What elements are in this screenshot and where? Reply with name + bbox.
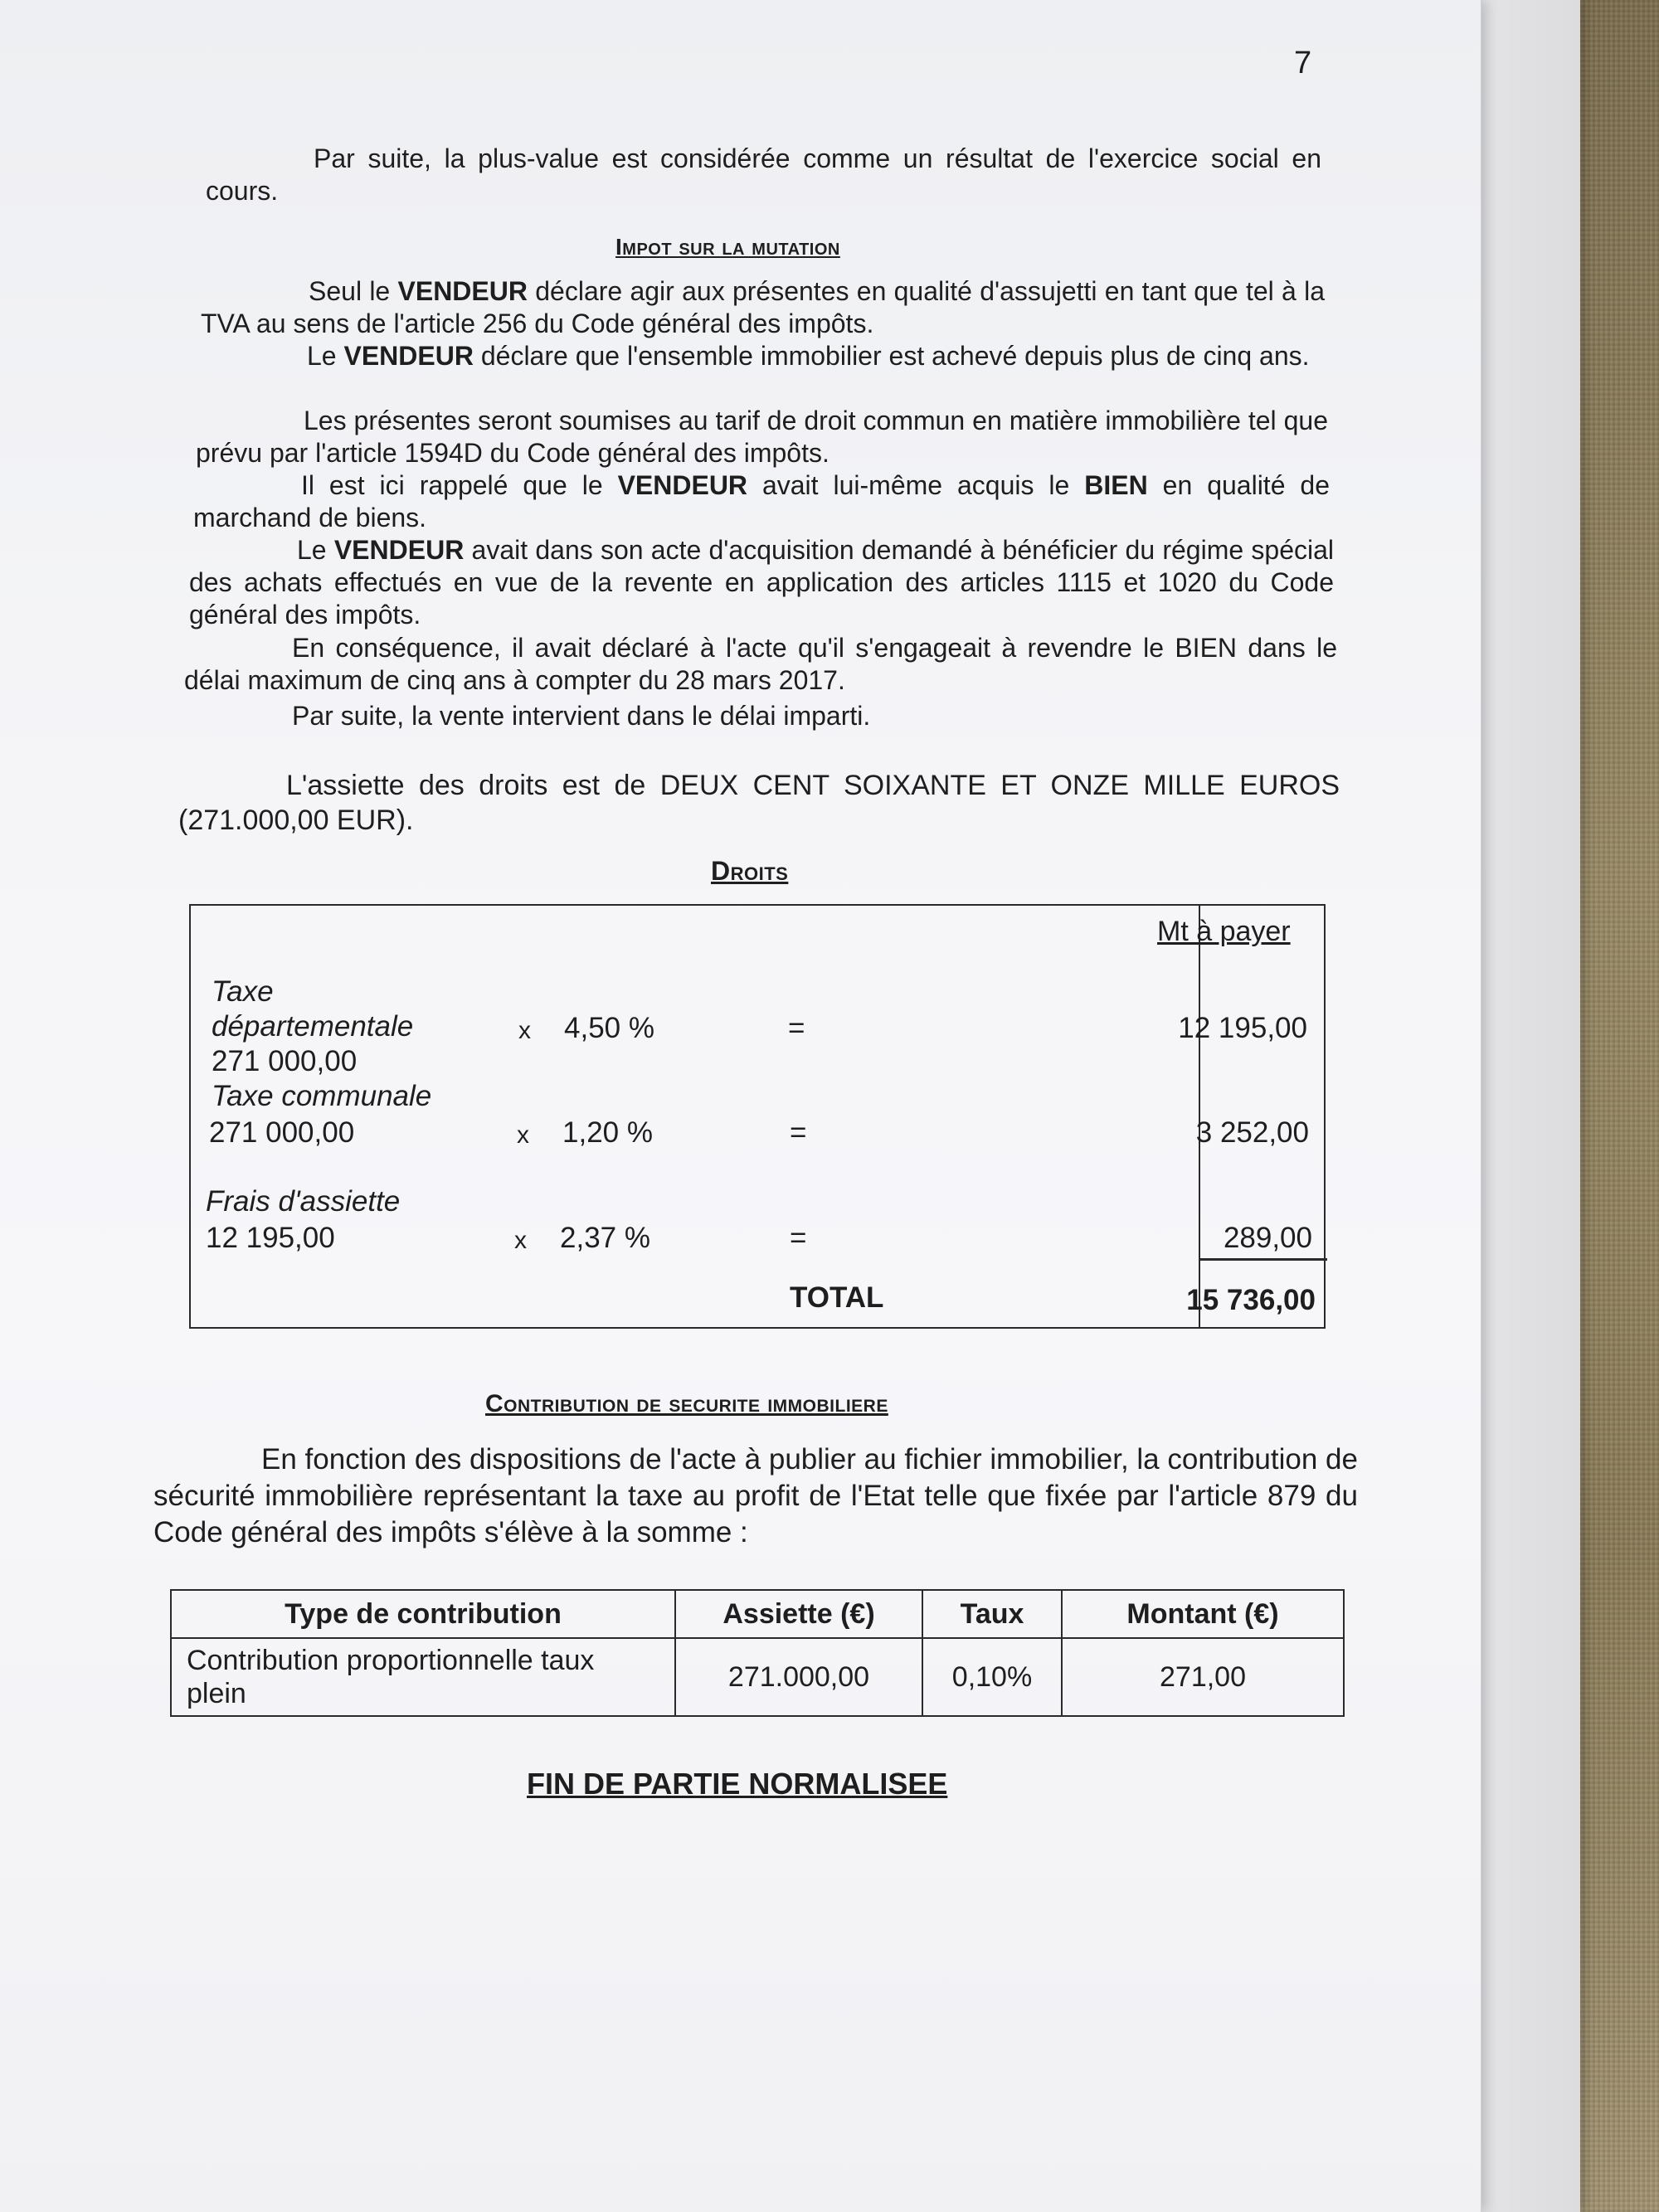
text-run: avait lui-même acquis le — [747, 470, 1085, 500]
row2-label: Taxe communale — [212, 1080, 432, 1112]
intro-paragraph — [206, 143, 1321, 207]
text-run: Le — [307, 341, 344, 371]
text-run: En conséquence, il avait déclaré à l'acte qu'il s'engageait à revendre le BIEN dans le délai maximum de cinq ans à compter du 28 mars 2017. — [184, 633, 1337, 695]
row3-amount: 289,00 — [1223, 1222, 1312, 1254]
cell-type: Contribution proportionnelle taux plein — [171, 1638, 675, 1716]
end-of-section-title: FIN DE PARTIE NORMALISEE — [527, 1767, 948, 1801]
row1-base: 271 000,00 — [212, 1045, 358, 1077]
row2-equals: = — [790, 1116, 807, 1149]
header-type: Type de contribution — [171, 1590, 675, 1638]
page-number: 7 — [1294, 46, 1312, 80]
total-separator — [1199, 1258, 1327, 1261]
impot-paragraph-7 — [184, 700, 1337, 732]
row2-amount: 3 252,00 — [1195, 1116, 1309, 1149]
amount-header: Mt à payer — [1157, 916, 1291, 947]
row2-operator: x — [517, 1121, 529, 1149]
row1-rate: 4,50 % — [564, 1012, 654, 1044]
impot-paragraph-3 — [196, 405, 1328, 469]
csi-paragraph — [153, 1441, 1358, 1551]
vendeur-term: VENDEUR — [397, 276, 528, 306]
text-run: déclare que l'ensemble immobilier est achevé depuis plus de cinq ans. — [473, 341, 1310, 371]
intro-text: Par suite, la plus-value est considérée comme un résultat de l'exercice social en cours. — [206, 143, 1321, 206]
table-row — [171, 1638, 1344, 1716]
header-assiette: Assiette (€) — [675, 1590, 922, 1638]
row1-equals: = — [788, 1012, 805, 1044]
cell-montant: 271,00 — [1062, 1638, 1344, 1716]
text-run: Il est ici rappelé que le — [301, 470, 618, 500]
text-run: Seul le — [309, 276, 398, 306]
text-run: Par suite, la vente intervient dans le délai imparti. — [292, 701, 871, 731]
impot-heading: Impot sur la mutation — [615, 234, 840, 260]
droits-heading: Droits — [711, 856, 789, 886]
row2-base: 271 000,00 — [209, 1116, 355, 1149]
droits-table — [189, 904, 1326, 1329]
impot-paragraph-5 — [189, 534, 1334, 631]
vendeur-term: VENDEUR — [343, 341, 474, 371]
row2-rate: 1,20 % — [562, 1116, 653, 1149]
row3-rate: 2,37 % — [560, 1222, 650, 1254]
row3-equals: = — [790, 1222, 807, 1254]
table-header-row — [171, 1590, 1344, 1638]
impot-paragraph-1 — [201, 275, 1325, 340]
text-run: Les présentes seront soumises au tarif de droit commun en matière immobilière tel que prévu par l'article 1594D du Code général des impôts. — [196, 406, 1328, 468]
row3-operator: x — [514, 1227, 527, 1254]
cell-assiette: 271.000,00 — [675, 1638, 922, 1716]
text-run: Le — [297, 535, 334, 565]
text-run: en qualité de marchand de biens. — [193, 470, 1331, 532]
bien-term: BIEN — [1084, 470, 1148, 500]
header-taux: Taux — [922, 1590, 1062, 1638]
contribution-table — [170, 1589, 1345, 1717]
text-run: déclare agir aux présentes en qualité d'assujetti en tant que tel à la TVA au sens de l'article 256 du Code général des impôts. — [201, 276, 1326, 338]
impot-paragraph-4 — [193, 469, 1330, 534]
cell-taux: 0,10% — [922, 1638, 1062, 1716]
total-amount: 15 736,00 — [1186, 1284, 1316, 1316]
impot-paragraph-6 — [184, 632, 1337, 697]
row1-label-cont: départementale — [212, 1010, 414, 1043]
csi-heading: Contribution de securite immobiliere — [485, 1390, 888, 1417]
header-montant: Montant (€) — [1062, 1590, 1344, 1638]
row3-base: 12 195,00 — [206, 1222, 335, 1254]
vendeur-term: VENDEUR — [617, 470, 748, 500]
row3-label: Frais d'assiette — [206, 1185, 401, 1218]
row1-operator: x — [518, 1017, 531, 1044]
text-run: avait dans son acte d'acquisition demandé à bénéficier du régime spécial des achats effectués en vue de la revente en application des articles 1115 et 1020 du Code général des impôts. — [189, 535, 1335, 630]
vendeur-term: VENDEUR — [333, 535, 465, 565]
text-run: L'assiette des droits est de DEUX CENT SOIXANTE ET ONZE MILLE EUROS (271.000,00 EUR). — [178, 770, 1340, 836]
row1-label: Taxe — [212, 975, 274, 1008]
text-run: En fonction des dispositions de l'acte à publier au fichier immobilier, la contribution de sécurité immobilière représentant la taxe au profit de l'Etat telle que fixée par l'article 879 du Code général des impôts s'élève à la somme : — [153, 1443, 1358, 1548]
impot-paragraph-2 — [199, 340, 1326, 372]
total-label: TOTAL — [790, 1281, 884, 1314]
assiette-paragraph — [178, 768, 1340, 838]
row1-amount: 12 195,00 — [1178, 1012, 1307, 1044]
